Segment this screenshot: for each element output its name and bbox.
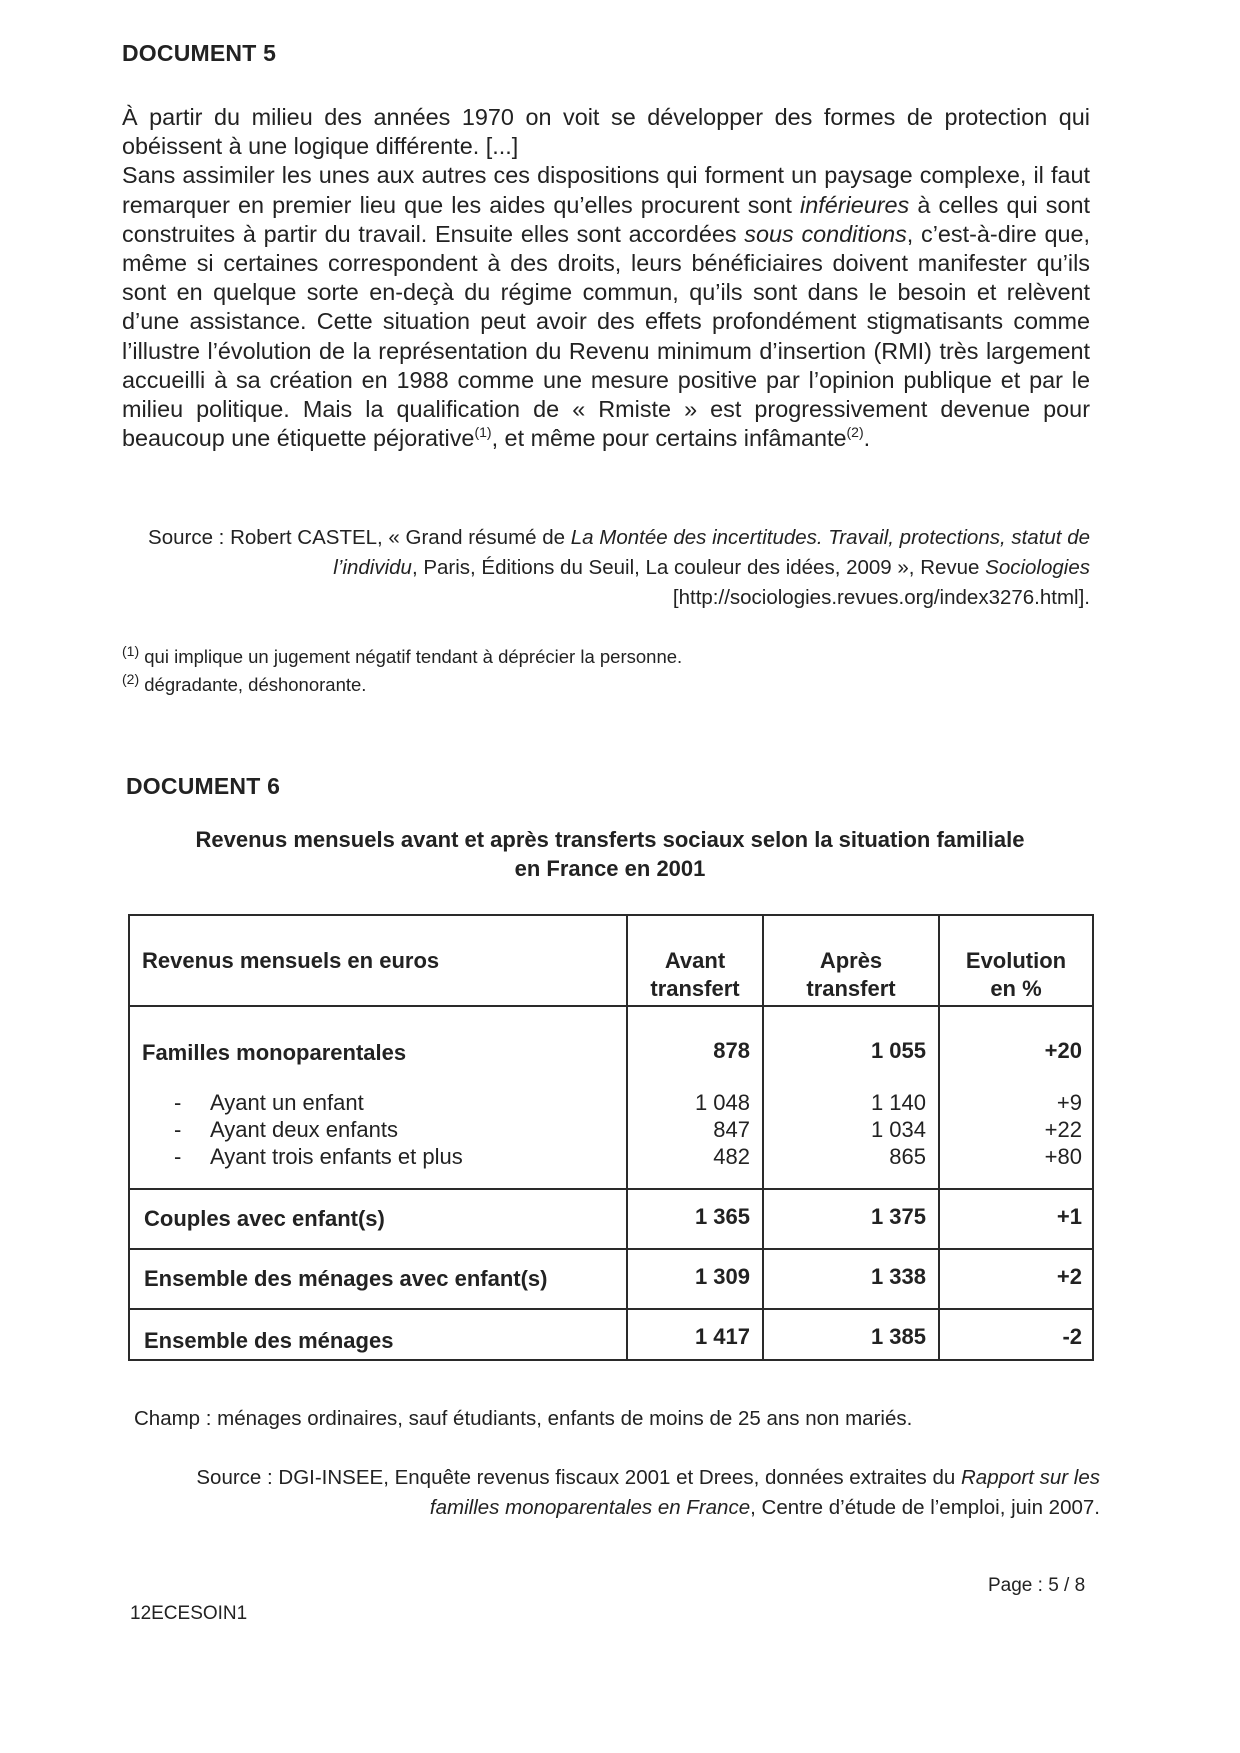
row-label: Ensemble des ménages [144,1328,394,1353]
row-label: Familles monoparentales [142,1040,407,1065]
cell-evolution: +22 [1044,1117,1082,1142]
document-6-title: DOCUMENT 6 [126,773,281,799]
cell-avant: 482 [713,1144,750,1169]
document-code: 12ECESOIN1 [130,1603,248,1624]
document-5-paragraph-2 [122,161,1090,453]
emphasis-inferieures: inférieures [800,191,910,218]
cell-evolution: +20 [1044,1038,1082,1063]
table-title-line-1: Revenus mensuels avant et après transferts sociaux selon la situation familiale [195,827,1025,852]
row-label: Ayant un enfant [210,1090,364,1115]
income-table [128,914,1094,1361]
source-text-a: Source : Robert CASTEL, « Grand résumé de [148,526,571,549]
source-book-title: La Montée des incertitudes. Travail, protections, statut de l’individu [333,526,1090,579]
document-5-source [122,523,1090,613]
cell-evolution: +80 [1044,1144,1082,1169]
cell-avant: 1 365 [694,1204,750,1229]
row-divider [130,1248,1092,1250]
document-5-text [122,103,1090,453]
header-avant-line-2: transfert [650,976,740,1001]
footnote-1-text: qui implique un jugement négatif tendant à déprécier la personne. [139,646,683,667]
header-revenus: Revenus mensuels en euros [142,948,440,973]
footnote-ref-1: (1) [474,424,492,441]
header-avant-line-1: Avant [664,948,726,973]
source-text-b: , Paris, Éditions du Seuil, La couleur des idées, 2009 », Revue [411,556,986,579]
row-divider [130,1308,1092,1310]
paragraph-2-end: . [863,425,871,452]
footnote-1 [122,643,682,671]
cell-avant: 878 [713,1038,750,1063]
source-text-a: Source : DGI-INSEE, Enquête revenus fiscaux 2001 et Drees, données extraites du [196,1466,961,1489]
header-evolution-line-2: en % [990,976,1042,1001]
cell-evolution: -2 [1062,1324,1082,1349]
list-dash: - [174,1117,182,1142]
table-title [126,825,1094,883]
cell-evolution: +2 [1056,1264,1082,1289]
source-journal: Sociologies [985,556,1090,579]
footnote-ref-2: (2) [846,424,864,441]
cell-avant: 1 048 [694,1090,750,1115]
cell-apres: 1 338 [870,1264,926,1289]
emphasis-sous-conditions: sous conditions [744,220,907,247]
cell-apres: 1 140 [870,1090,926,1115]
row-divider [130,1188,1092,1190]
footnote-2 [122,671,682,699]
cell-apres: 865 [889,1144,926,1169]
row-label: Couples avec enfant(s) [144,1206,385,1231]
row-label: Ayant deux enfants [210,1117,398,1142]
header-apres-line-1: Après [819,948,883,973]
footnote-2-text: dégradante, déshonorante. [139,674,367,695]
header-evolution-line-1: Evolution [965,948,1067,973]
cell-apres: 1 375 [870,1204,926,1229]
document-5-paragraph-1: À partir du milieu des années 1970 on voit se développer des formes de protection qui obéissent à une logique différente. [...] [122,104,1090,160]
source-report-title: Rapport sur les familles monoparentales en France [429,1466,1100,1519]
paragraph-2-text-a: Sans assimiler les unes aux autres ces dispositions qui forment un paysage complexe, il faut remarquer en premier lieu que les aides qu’elles procurent sont [122,162,1090,218]
table-title-line-2: en France en 2001 [514,856,706,881]
table-scope-note: Champ : ménages ordinaires, sauf étudiants, enfants de moins de 25 ans non mariés. [134,1407,913,1430]
cell-apres: 1 055 [870,1038,926,1063]
row-label: Ensemble des ménages avec enfant(s) [144,1266,548,1291]
cell-evolution: +1 [1056,1204,1082,1229]
footnote-1-mark: (1) [122,642,140,659]
cell-evolution: +9 [1056,1090,1082,1115]
header-apres-line-2: transfert [806,976,896,1001]
cell-apres: 1 385 [870,1324,926,1349]
cell-avant: 1 309 [694,1264,750,1289]
document-6-source [134,1463,1100,1523]
cell-avant: 1 417 [694,1324,750,1349]
row-label: Ayant trois enfants et plus [210,1144,463,1169]
source-url: [http://sociologies.revues.org/index3276.html]. [672,586,1090,609]
list-dash: - [174,1144,182,1169]
source-text-b: , Centre d’étude de l’emploi, juin 2007. [750,1496,1100,1519]
paragraph-2-text-d: , et même pour certains infâmante [491,425,847,452]
document-5-footnotes [122,643,682,699]
cell-apres: 1 034 [870,1117,926,1142]
document-5-title: DOCUMENT 5 [122,40,277,66]
page-number: Page : 5 / 8 [988,1575,1086,1596]
paragraph-2-text-b: à celles qui sont construites à partir du travail. Ensuite elles sont accordées [122,191,1090,247]
row-divider [130,1005,1092,1007]
cell-avant: 847 [713,1117,750,1142]
footnote-2-mark: (2) [122,670,140,687]
paragraph-2-text-c: , c’est-à-dire que, même si certaines correspondent à des droits, leurs bénéficiaires doivent manifester qu’ils sont en quelque sorte en-deçà du régime commun, qu’ils sont dans le besoin et relèvent d’une assistance. Cette situation peut avoir des effets profondément stigmatisants comme l’illustre l’évolution de la représentation du Revenu minimum d’insertion (RMI) très largement accueilli à sa création en 1988 comme une mesure positive par l’opinion publique et par le milieu politique. Mais la qualification de « Rmiste » est progressivement devenue pour beaucoup une étiquette péjorative [122,220,1090,452]
list-dash: - [174,1090,182,1115]
